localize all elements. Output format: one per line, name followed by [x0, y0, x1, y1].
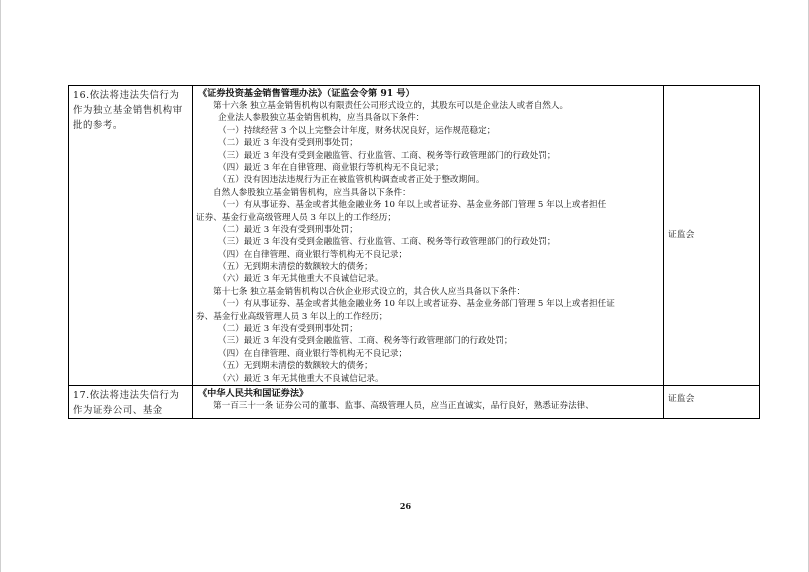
law-text-line: （四）在自律管理、商业银行等机构无不良记录；: [218, 249, 408, 260]
law-text-line: （五）无到期未清偿的数额较大的债务；: [218, 262, 373, 273]
law-text-line: （二）最近 3 年没有受到刑事处罚；: [218, 224, 358, 235]
law-text-line: 企业法人参股独立基金销售机构，应当具备以下条件：: [218, 113, 425, 124]
law-text-line: （四）最近 3 年在自律管理、商业银行等机构无不良记录；: [218, 162, 444, 173]
law-text-line: （一）有从事证券、基金或者其他金融业务 10 年以上或者证券、基金业务部门管理 5 年以上或者担任证: [218, 299, 615, 310]
department-cell: 证监会: [664, 86, 760, 386]
law-content-cell: [193, 86, 664, 386]
law-text-line: （二）最近 3 年没有受到刑事处罚；: [218, 138, 358, 149]
law-title: 《证券投资基金销售管理办法》（证监会令第 91 号）: [198, 88, 415, 99]
regulation-table: [68, 85, 760, 419]
law-text-line: （五）无到期未清偿的数额较大的债务；: [218, 361, 373, 372]
law-text-line: （一）持续经营 3 个以上完整会计年度，财务状况良好，运作规范稳定；: [218, 125, 496, 136]
law-text-line: （六）最近 3 年无其他重大不良诚信记录。: [218, 274, 384, 285]
law-text-line: （三）最近 3 年没有受到金融监管、行业监管、工商、税务等行政管理部门的行政处罚；: [218, 150, 556, 161]
law-text-line: （一）有从事证券、基金或者其他金融业务 10 年以上或者证券、基金业务部门管理 5 年以上或者担任: [218, 200, 607, 211]
law-text-line: （五）没有因违法违规行为正在被监管机构调查或者正处于整改期间。: [218, 175, 485, 186]
table-row: [69, 385, 760, 418]
law-text-line: （四）在自律管理、商业银行等机构无不良记录；: [218, 348, 408, 359]
law-text-line: （二）最近 3 年没有受到刑事处罚；: [218, 324, 358, 335]
law-title: 《中华人民共和国证券法》: [198, 387, 309, 399]
law-text-block: [196, 100, 660, 385]
law-text-line: （六）最近 3 年无其他重大不良诚信记录。: [218, 373, 384, 384]
law-text-line: （三）最近 3 年没有受到金融监管、行业监管、工商、税务等行政管理部门的行政处罚；: [218, 237, 556, 248]
law-content-cell: [193, 385, 664, 418]
table-row: [69, 86, 760, 386]
law-text-line: 第十六条 独立基金销售机构以有限责任公司形式设立的，其股东可以是企业法人或者自然人。: [213, 101, 569, 111]
law-text-block: [196, 400, 660, 412]
law-text-line: （三）最近 3 年没有受到金融监管、工商、税务等行政管理部门的行政处罚；: [218, 336, 513, 347]
department-cell: 证监会: [664, 385, 760, 418]
law-text-line: 第十七条 独立基金销售机构以合伙企业形式设立的，其合伙人应当具备以下条件：: [213, 286, 526, 297]
page-number: 26: [399, 501, 412, 511]
law-text-line: 证券、基金行业高级管理人员 3 年以上的工作经历；: [196, 212, 396, 223]
law-text-line: 第一百三十一条 证券公司的董事、监事、高级管理人员，应当正直诚实，品行良好，熟悉证券法律、: [213, 400, 594, 411]
law-text-line: 自然人参股独立基金销售机构，应当具备以下条件：: [213, 187, 411, 198]
item-cell: 17.依法将违法失信行为作为证券公司、基金: [69, 385, 193, 418]
law-text-line: 券、基金行业高级管理人员 3 年以上的工作经历；: [196, 311, 388, 322]
item-cell: 16.依法将违法失信行为作为独立基金销售机构审批的参考。: [69, 86, 193, 386]
